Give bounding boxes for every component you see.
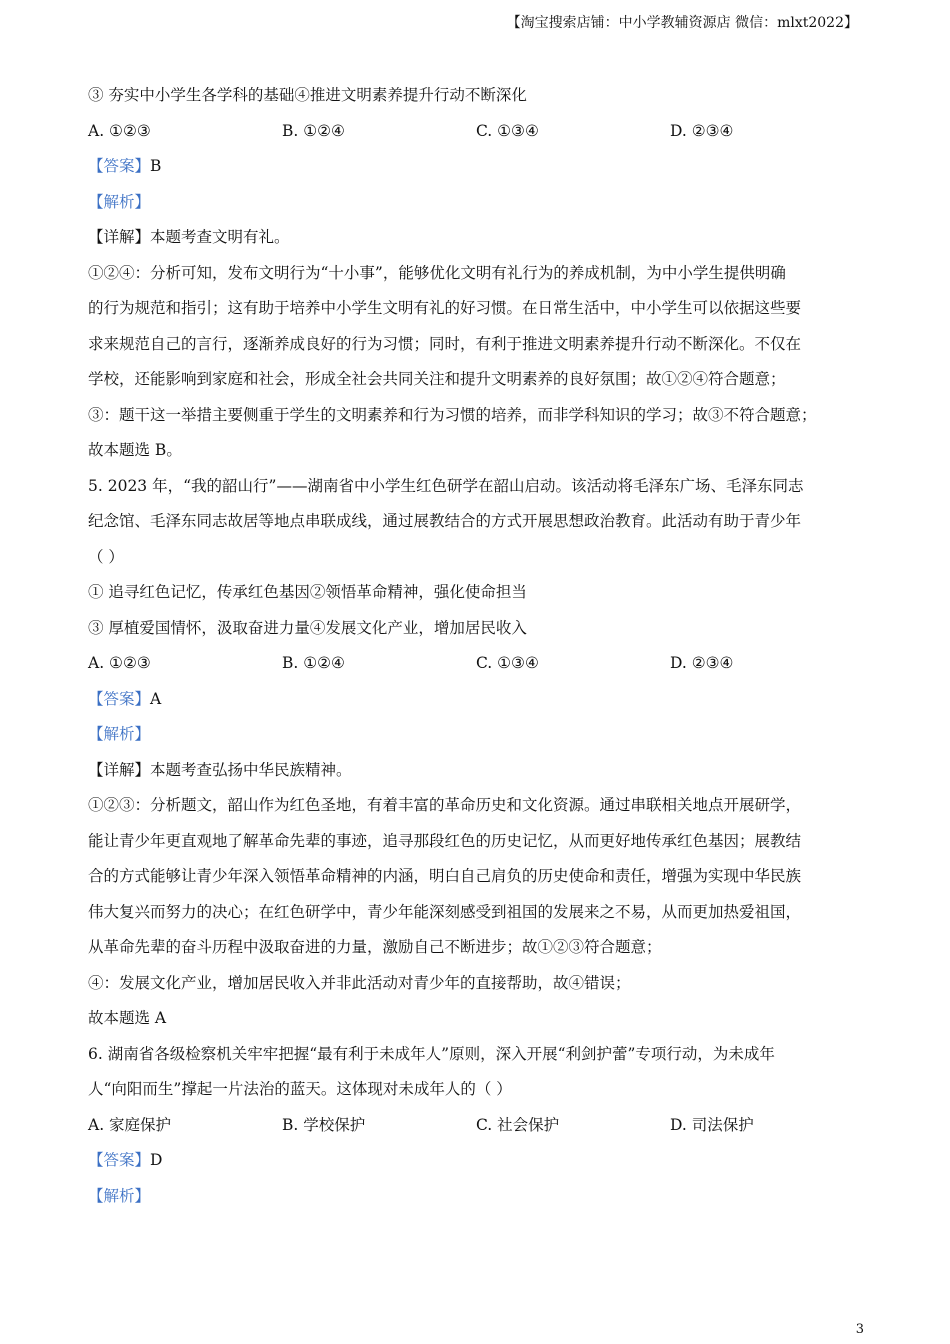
q6-stem-line: 人“向阳而生”撑起一片法治的蓝天。这体现对未成年人的（ ） <box>88 1080 512 1098</box>
detail-text: 本题考查文明有礼。 <box>150 228 290 246</box>
q4-option-line: ③ 夯实中小学生各学科的基础④推进文明素养提升行动不断深化 <box>88 86 527 104</box>
answer-tag: 【答案】 <box>88 157 151 175</box>
q5-analysis-tag: 【解析】 <box>88 725 151 743</box>
q4-explain-line: 求来规范自己的言行，逐渐养成良好的行为习惯；同时，有利于推进文明素养提升行动不断深化。不仅在 <box>88 334 802 353</box>
q6-choice-c: C. 社会保护 <box>476 1115 560 1134</box>
page-number: 3 <box>855 1322 864 1337</box>
q4-choice-b: B. ①②④ <box>282 121 345 140</box>
page-header: 【淘宝搜索店铺：中小学教辅资源店 微信：mlxt2022】 <box>506 15 858 31</box>
detail-text: 本题考查弘扬中华民族精神。 <box>150 760 352 779</box>
q6-analysis-tag: 【解析】 <box>88 1186 151 1205</box>
document-body <box>88 78 868 1214</box>
q5-choice-d: D. ②③④ <box>670 654 734 672</box>
q4-explain-line: 的行为规范和指引；这有助于培养中小学生文明有礼的好习惯。在日常生活中，中小学生可以依据这些要 <box>88 299 802 317</box>
q4-analysis-tag: 【解析】 <box>88 192 151 211</box>
q5-option-line: ③ 厚植爱国情怀，汲取奋进力量④发展文化产业，增加居民收入 <box>88 618 527 637</box>
q4-choice-c: C. ①③④ <box>476 121 539 140</box>
q5-option-line: ① 追寻红色记忆，传承红色基因②领悟革命精神，强化使命担当 <box>88 583 527 601</box>
q4-explain-line: 学校，还能影响到家庭和社会，形成全社会共同关注和提升文明素养的良好氛围；故①②④符合题意； <box>88 370 786 388</box>
q6-choices <box>88 1108 868 1144</box>
q4-choices <box>88 114 868 150</box>
q4-explain-line: ③：题干这一举措主要侧重于学生的文明素养和行为习惯的培养，而非学科知识的学习；故③不符合题意； <box>88 405 817 424</box>
answer-tag: 【答案】 <box>88 689 151 708</box>
q5-stem-line: （ ） <box>88 547 124 566</box>
detail-tag: 【详解】 <box>88 228 151 246</box>
q5-explain-line: 从革命先辈的奋斗历程中汲取奋进的力量，激励自己不断进步；故①②③符合题意； <box>88 938 662 956</box>
q5-detail <box>88 753 868 789</box>
answer-value: A <box>150 689 162 708</box>
detail-tag: 【详解】 <box>88 760 151 779</box>
q4-choice-a: A. ①②③ <box>88 121 151 140</box>
q5-choices <box>88 646 868 682</box>
q4-explain-line: 故本题选 B。 <box>88 441 182 459</box>
q5-explain-line: ④：发展文化产业，增加居民收入并非此活动对青少年的直接帮助，故④错误； <box>88 973 631 992</box>
q5-answer <box>88 682 868 718</box>
q5-choice-a: A. ①②③ <box>88 654 151 672</box>
q5-stem-line: 纪念馆、毛泽东同志故居等地点串联成线，通过展教结合的方式开展思想政治教育。此活动有助于青少年 <box>88 512 802 530</box>
q6-answer <box>88 1143 868 1179</box>
q4-explain-line: ①②④：分析可知，发布文明行为“十小事”，能够优化文明有礼行为的养成机制，为中小学生提供明确 <box>88 263 786 282</box>
answer-value: B <box>150 157 162 175</box>
q4-detail <box>88 220 868 256</box>
q4-answer <box>88 149 868 185</box>
q6-choice-b: B. 学校保护 <box>282 1115 366 1134</box>
q5-choice-b: B. ①②④ <box>282 654 345 672</box>
q5-explain-line: 故本题选 A <box>88 1009 167 1027</box>
q5-explain-line: 能让青少年更直观地了解革命先辈的事迹，追寻那段红色的历史记忆，从而更好地传承红色基因；展教结 <box>88 831 802 850</box>
answer-value: D <box>150 1151 163 1169</box>
q5-explain-line: 伟大复兴而努力的决心；在红色研学中，青少年能深刻感受到祖国的发展来之不易，从而更加热爱祖国， <box>88 902 802 921</box>
q5-explain-line: 合的方式能够让青少年深入领悟革命精神的内涵，明白自己肩负的历史使命和责任，增强为实现中华民族 <box>88 867 802 885</box>
q6-stem-line: 6. 湖南省各级检察机关牢牢把握“最有利于未成年人”原则，深入开展“利剑护蕾”专项行动，为未成年 <box>88 1044 775 1063</box>
q4-choice-d: D. ②③④ <box>670 121 734 140</box>
q5-stem-line: 5. 2023 年，“我的韶山行”——湖南省中小学生红色研学在韶山启动。该活动将毛泽东广场、毛泽东同志 <box>88 476 804 495</box>
answer-tag: 【答案】 <box>88 1151 151 1169</box>
q6-choice-a: A. 家庭保护 <box>88 1115 172 1134</box>
q6-choice-d: D. 司法保护 <box>670 1115 754 1134</box>
q5-choice-c: C. ①③④ <box>476 654 539 672</box>
q5-explain-line: ①②③：分析题文，韶山作为红色圣地，有着丰富的革命历史和文化资源。通过串联相关地点开展研学， <box>88 796 802 814</box>
